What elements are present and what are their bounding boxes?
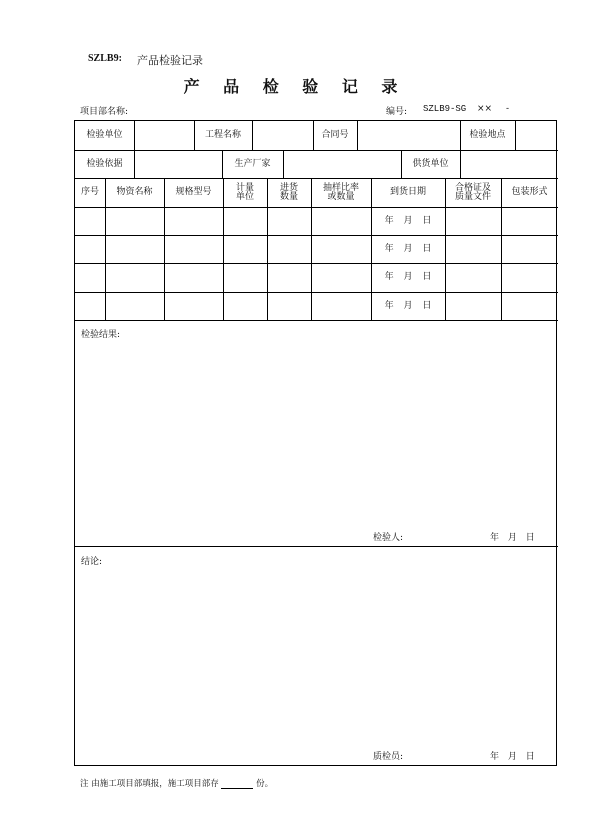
number-label: 编号: bbox=[386, 107, 408, 117]
inspection-unit-label: 检验单位 bbox=[86, 130, 123, 140]
inspection-place-label: 检验地点 bbox=[469, 130, 506, 140]
footnote bbox=[80, 777, 273, 789]
col-header-arrival: 到货日期 bbox=[389, 187, 426, 197]
col-header-material: 物资名称 bbox=[116, 187, 153, 197]
row-divider bbox=[75, 235, 558, 236]
result-label: 检验结果: bbox=[81, 330, 121, 340]
supplier-label: 供货单位 bbox=[412, 158, 449, 169]
col-header-cert-line2: 质量文件 bbox=[454, 191, 491, 202]
col-divider bbox=[283, 150, 284, 178]
row-date: 年 月 日 bbox=[384, 272, 432, 282]
conclusion-date: 年 月 日 bbox=[490, 752, 535, 762]
result-date: 年 月 日 bbox=[490, 533, 535, 543]
col-header-unit-line2: 单位 bbox=[235, 191, 254, 202]
row-divider bbox=[75, 263, 558, 264]
contract-no-label: 合同号 bbox=[321, 130, 349, 140]
footnote-suffix: 份。 bbox=[256, 779, 274, 789]
inspector-label: 检验人: bbox=[373, 533, 404, 543]
number-dash: - bbox=[506, 104, 510, 114]
col-header-qty bbox=[267, 178, 311, 207]
col-divider bbox=[460, 150, 461, 178]
form-code: SZLB9: bbox=[88, 53, 122, 64]
col-header-seq: 序号 bbox=[80, 187, 99, 197]
row-date: 年 月 日 bbox=[384, 300, 432, 311]
col-header-sample-line2: 或数量 bbox=[327, 191, 355, 202]
qc-label: 质检员: bbox=[373, 752, 404, 762]
form-table bbox=[74, 120, 557, 766]
copies-blank bbox=[221, 779, 253, 789]
col-header-sample bbox=[311, 178, 371, 207]
row-date: 年 月 日 bbox=[384, 243, 432, 254]
col-header-qty-line1: 进货 bbox=[279, 182, 298, 193]
col-divider bbox=[134, 150, 135, 178]
row-divider bbox=[75, 292, 558, 293]
col-divider bbox=[515, 121, 516, 150]
form-name: 产品检验记录 bbox=[137, 54, 203, 67]
col-header-qty-line2: 数量 bbox=[279, 191, 298, 202]
col-header-unit-line1: 计量 bbox=[235, 182, 254, 193]
conclusion-label: 结论: bbox=[81, 557, 103, 567]
section-divider bbox=[75, 546, 558, 547]
col-divider bbox=[357, 121, 358, 150]
manufacturer-label: 生产厂家 bbox=[234, 158, 271, 169]
number-xx: ×× bbox=[477, 104, 493, 114]
page-title: 产 品 检 验 记 录 bbox=[183, 77, 407, 96]
col-header-spec: 规格型号 bbox=[175, 187, 212, 197]
col-divider bbox=[134, 121, 135, 150]
col-header-sample-line1: 抽样比率 bbox=[322, 182, 359, 193]
col-header-cert-line1: 合格证及 bbox=[454, 182, 491, 193]
col-divider bbox=[252, 121, 253, 150]
basis-label: 检验依据 bbox=[86, 158, 123, 169]
project-label: 项目部名称: bbox=[80, 107, 129, 117]
row-divider bbox=[75, 150, 558, 151]
number-value: SZLB9-SG bbox=[423, 104, 467, 114]
col-header-cert bbox=[445, 178, 501, 207]
project-name-label: 工程名称 bbox=[204, 130, 241, 140]
row-divider bbox=[75, 207, 558, 208]
row-divider bbox=[75, 320, 558, 321]
footnote-text: 注 由施工项目部填报，施工项目部存 bbox=[80, 779, 219, 789]
col-header-packing: 包装形式 bbox=[511, 187, 548, 197]
row-date: 年 月 日 bbox=[384, 215, 432, 226]
col-header-unit bbox=[223, 178, 267, 207]
